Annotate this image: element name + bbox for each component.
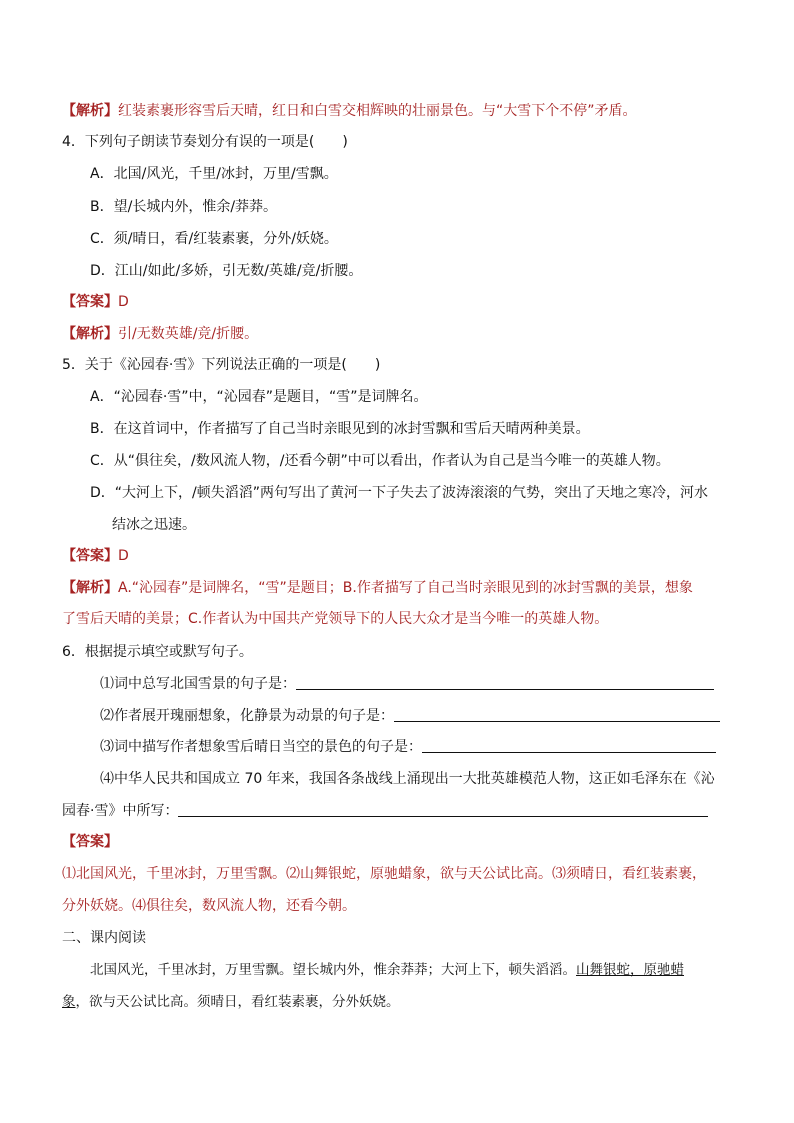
analysis-label: 【解析】 xyxy=(62,580,118,596)
q6-item-1-text: ⑴词中总写北国雪景的句子是： xyxy=(100,676,296,692)
q6-blank-1[interactable] xyxy=(296,675,714,690)
passage-line-1 xyxy=(90,960,684,980)
q6-answer-label xyxy=(62,832,118,852)
q6-item-3-text: ⑶词中描写作者想象雪后晴日当空的景色的句子是： xyxy=(100,739,422,755)
q5-option-a: A．“沁园春·雪”中，“沁园春”是题目，“雪”是词牌名。 xyxy=(90,389,428,405)
passage-underlined-text: 山舞银蛇，原驰蜡 xyxy=(576,962,684,978)
analysis-text: A.“沁园春”是词牌名，“雪”是题目；B.作者描写了自己当时亲眼见到的冰封雪飘的美景，想象 xyxy=(118,580,693,596)
q4-option-c: C．须/晴日，看/红装素裹，分外/妖娆。 xyxy=(90,231,338,247)
q4-option-b: B．望/长城内外，惟余/莽莽。 xyxy=(90,199,278,215)
q5-option-c: C．从“俱往矣，/数风流人物，/还看今朝”中可以看出，作者认为自己是当今唯一的英雄人物。 xyxy=(90,453,670,469)
q4-analysis xyxy=(62,324,258,344)
q5-analysis xyxy=(62,578,693,598)
passage-line-2 xyxy=(62,992,400,1012)
q6-item-2-text: ⑵作者展开瑰丽想象，化静景为动景的句子是： xyxy=(100,708,394,724)
q6-item-4-cont-text: 园春·雪》中所写： xyxy=(62,803,179,819)
q5-option-b: B．在这首词中，作者描写了自己当时亲眼见到的冰封雪飘和雪后天晴两种美景。 xyxy=(90,421,590,437)
q5-option-d: D．“大河上下，/顿失滔滔”两句写出了黄河一下子失去了波涛滚滚的气势，突出了天地之寒冷，河水 xyxy=(90,485,709,501)
answer-text: D xyxy=(118,548,129,564)
analysis-text: 引/无数英雄/竞/折腰。 xyxy=(118,326,259,342)
q6-item-4: ⑷中华人民共和国成立 70 年来，我国各条战线上涌现出一大批英雄模范人物，这正如毛泽东在《沁 xyxy=(100,771,715,787)
q5-analysis-cont: 了雪后天晴的美景；C.作者认为中国共产党领导下的人民大众才是当今唯一的英雄人物。 xyxy=(62,611,609,627)
q6-item-3 xyxy=(100,737,716,757)
q4-option-d: D．江山/如此/多娇，引无数/英雄/竞/折腰。 xyxy=(90,263,363,279)
section-heading: 二、课内阅读 xyxy=(62,930,146,946)
answer-label: 【答案】 xyxy=(62,548,118,564)
analysis-text: 红装素裹形容雪后天晴，红日和白雪交相辉映的壮丽景色。与“大雪下个不停”矛盾。 xyxy=(118,103,637,119)
q6-blank-2[interactable] xyxy=(394,707,720,722)
q5-stem: 5．关于《沁园春·雪》下列说法正确的一项是( ) xyxy=(62,357,381,373)
q6-answer-line-2: 分外妖娆。⑷俱往矣，数风流人物，还看今朝。 xyxy=(62,898,356,914)
q4-stem: 4．下列句子朗读节奏划分有误的一项是( ) xyxy=(62,134,348,150)
q6-item-4-cont xyxy=(62,801,708,821)
passage-text: 北国风光，千里冰封，万里雪飘。望长城内外，惟余莽莽；大河上下，顿失滔滔。 xyxy=(90,962,576,978)
q5-option-d-cont: 结冰之迅速。 xyxy=(112,517,196,533)
q6-stem: 6．根据提示填空或默写句子。 xyxy=(62,644,253,660)
intro-analysis xyxy=(62,101,637,121)
passage-underlined-text: 象 xyxy=(62,994,76,1010)
q5-answer xyxy=(62,546,129,566)
q6-item-2 xyxy=(100,706,720,726)
q4-answer xyxy=(62,292,129,312)
q6-item-1 xyxy=(100,674,714,694)
answer-label: 【答案】 xyxy=(62,834,118,850)
analysis-label: 【解析】 xyxy=(62,326,118,342)
q6-blank-4[interactable] xyxy=(178,802,708,817)
passage-text: ，欲与天公试比高。须晴日，看红装素裹，分外妖娆。 xyxy=(75,994,400,1010)
q6-answer-line-1: ⑴北国风光，千里冰封，万里雪飘。⑵山舞银蛇，原驰蜡象，欲与天公试比高。⑶须晴日，看红装素裹， xyxy=(62,866,706,882)
answer-label: 【答案】 xyxy=(62,294,118,310)
q6-blank-3[interactable] xyxy=(422,738,716,753)
answer-text: D xyxy=(118,294,129,310)
q4-option-a: A．北国/风光，千里/冰封，万里/雪飘。 xyxy=(90,166,338,182)
analysis-label: 【解析】 xyxy=(62,103,118,119)
